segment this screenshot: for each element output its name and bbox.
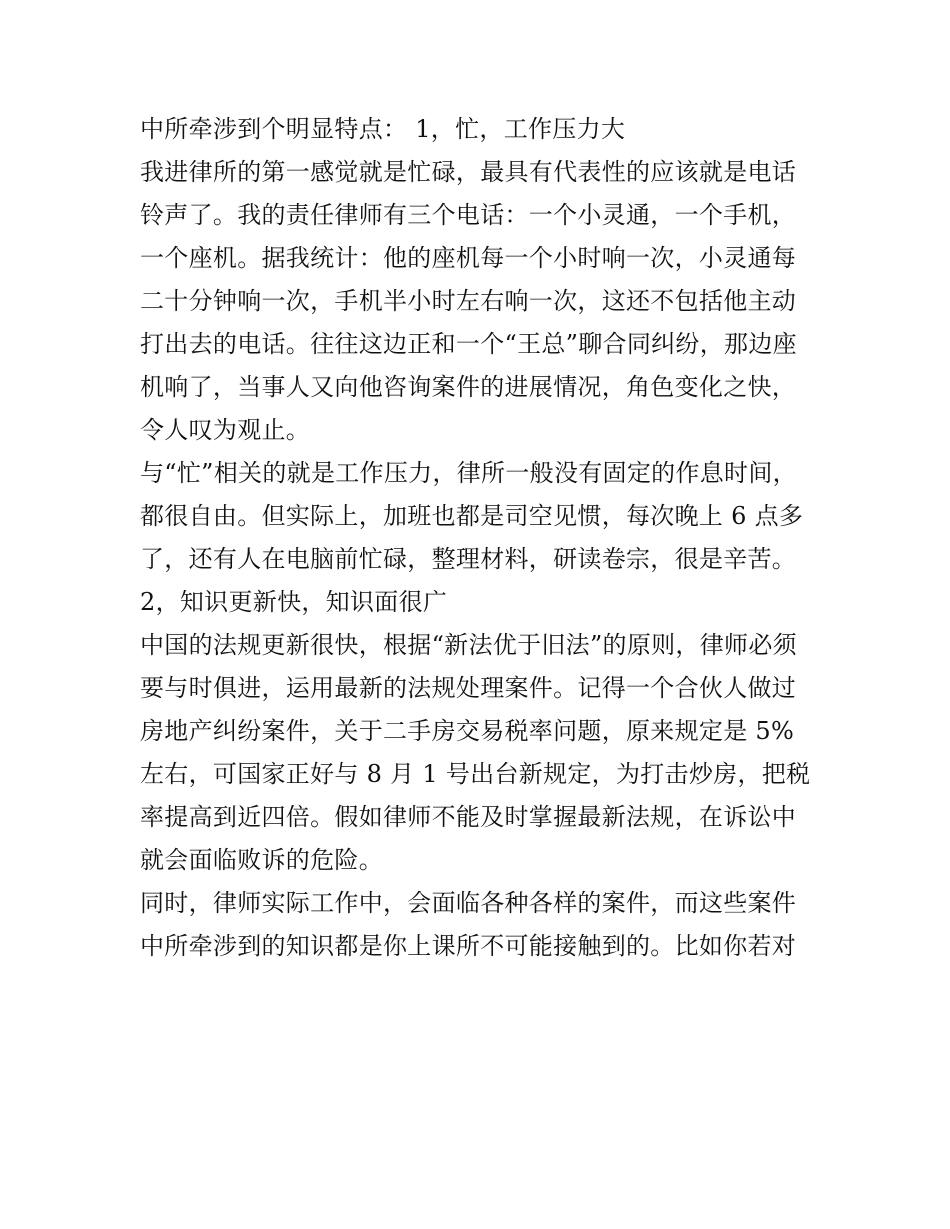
text-line: 与“忙”相关的就是工作压力，律所一般没有固定的作息时间， (140, 459, 797, 487)
document-body (140, 111, 820, 971)
text-line: 中所牵涉到个明显特点： 1，忙，工作压力大 (140, 115, 626, 143)
text-line: 房地产纠纷案件，关于二手房交易税率问题，原来规定是 5% (140, 717, 795, 745)
text-line: 令人叹为观止。 (140, 416, 311, 444)
text-line: 左右，可国家正好与 8 月 1 号出台新规定，为打击炒房，把税 (140, 760, 811, 788)
text-line: 率提高到近四倍。假如律师不能及时掌握最新法规，在诉讼中 (140, 803, 797, 831)
section-heading: 2，知识更新快，知识面很广 (140, 588, 448, 616)
text-line: 同时，律师实际工作中，会面临各种各样的案件，而这些案件 (140, 889, 797, 917)
text-line: 都很自由。但实际上，加班也都是司空见惯，每次晚上 6 点多 (140, 502, 804, 530)
text-line: 一个座机。据我统计：他的座机每一个小时响一次，小灵通每 (140, 244, 797, 272)
text-line: 就会面临败诉的危险。 (140, 846, 383, 874)
text-line: 了，还有人在电脑前忙碌，整理材料，研读卷宗，很是辛苦。 (140, 545, 797, 573)
text-line: 我进律所的第一感觉就是忙碌，最具有代表性的应该就是电话 (140, 158, 797, 186)
text-line: 二十分钟响一次，手机半小时左右响一次，这还不包括他主动 (140, 287, 797, 315)
text-line: 中国的法规更新很快，根据“新法优于旧法”的原则，律师必须 (140, 631, 797, 659)
text-line: 打出去的电话。往往这边正和一个“王总”聊合同纠纷，那边座 (140, 330, 797, 358)
text-line: 中所牵涉到的知识都是你上课所不可能接触到的。比如你若对 (140, 932, 797, 960)
text-line: 铃声了。我的责任律师有三个电话：一个小灵通，一个手机， (140, 201, 797, 229)
text-line: 要与时俱进，运用最新的法规处理案件。记得一个合伙人做过 (140, 674, 797, 702)
text-line: 机响了，当事人又向他咨询案件的进展情况，角色变化之快， (140, 373, 797, 401)
